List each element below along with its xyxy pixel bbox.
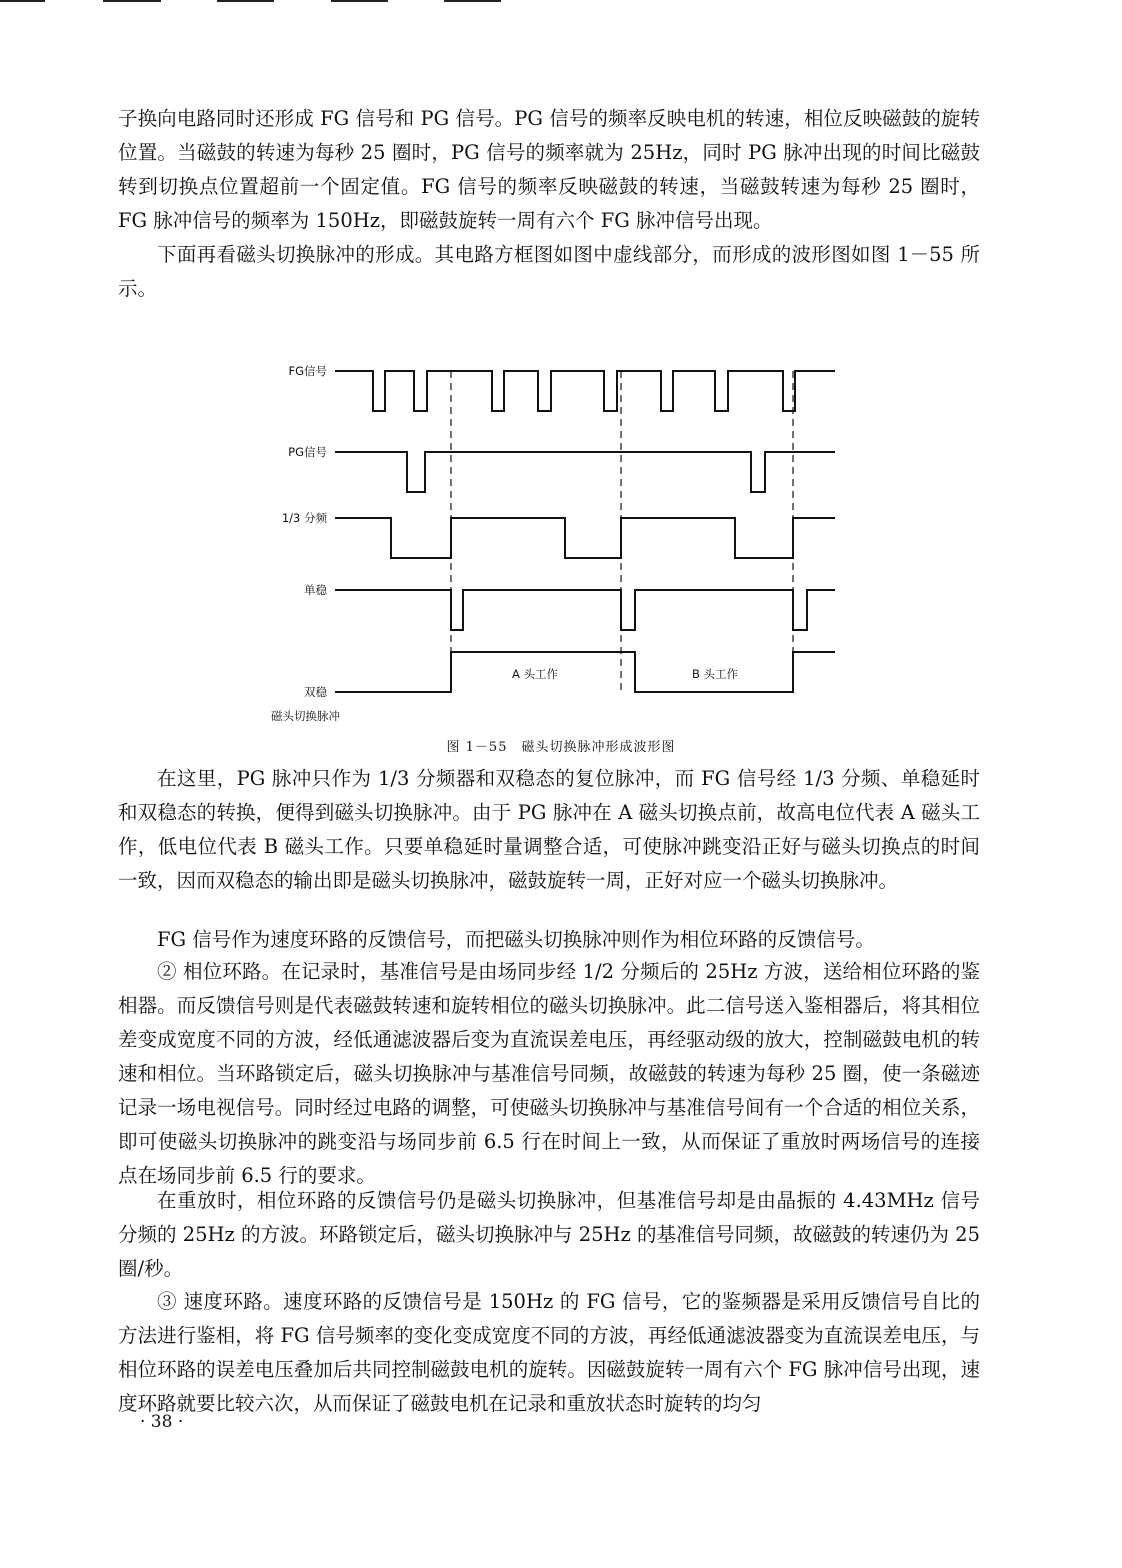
paragraph-2: 下面再看磁头切换脉冲的形成。其电路方框图如图中虚线部分，而形成的波形图如图 1－55 所示。 <box>118 243 980 300</box>
label-switch-pulse: 磁头切换脉冲 <box>271 709 340 723</box>
paragraph-5: ② 相位环路。在记录时，基准信号是由场同步经 1/2 分频后的 25Hz 方波，送给相位环路的鉴相器。而反馈信号则是代表磁鼓转速和旋转相位的磁头切换脉冲。此二信号送入鉴相器后，将其相位差变成宽度不同的方波，经低通滤波器后变为直流误差电压，再经驱动级的放大，控制磁鼓电机的转速和相位。当环路锁定后，磁头切换脉冲与基准信号同频，故磁鼓的转速为每秒 25 圈，使一条磁迹记录一场电视信号。同时经过电路的调整，可使磁头切换脉冲与基准信号间有一个合适的相位关系，即可使磁头切换脉冲的跳变沿与场同步前 6.5 行在时间上一致，从而保证了重放时两场信号的连接点在场同步前 6.5 行的要求。 <box>118 960 980 1187</box>
paragraph-7: ③ 速度环路。速度环路的反馈信号是 150Hz 的 FG 信号，它的鉴频器是采用反馈信号自比的方法进行鉴相，将 FG 信号频率的变化变成宽度不同的方波，再经低通滤波器变为直流误差电压，与相位环路的误差电压叠加后共同控制磁鼓电机的旋转。因磁鼓旋转一周有六个 FG 脉冲信号出现，速度环路就要比较六次，从而保证了磁鼓电机在记录和重放状态时旋转的均匀 <box>118 1290 980 1415</box>
figure-caption: 图 1－55 磁头切换脉冲形成波形图 <box>446 740 676 755</box>
waveform-figure <box>255 350 855 730</box>
label-b-head: B 头工作 <box>691 667 739 681</box>
fg-waveform <box>335 371 835 411</box>
paragraph-4: FG 信号作为速度环路的反馈信号，而把磁头切换脉冲则作为相位环路的反馈信号。 <box>157 928 875 951</box>
label-pg: PG信号 <box>288 445 327 459</box>
pg-waveform <box>335 452 835 492</box>
label-bistable: 双稳 <box>304 685 327 699</box>
paragraph-1: 子换向电路同时还形成 FG 信号和 PG 信号。PG 信号的频率反映电机的转速，相位反映磁鼓的旋转位置。当磁鼓的转速为每秒 25 圈时，PG 信号的频率就为 25Hz，同时 PG 脉冲出现的时间比磁鼓转到切换点位置超前一个固定值。FG 信号的频率反映磁鼓的转速，当磁鼓转速为每秒 25 圈时，FG 脉冲信号的频率为 150Hz，即磁鼓旋转一周有六个 FG 脉冲信号出现。 <box>118 107 980 232</box>
waveform-diagram <box>255 350 855 730</box>
bistable-waveform <box>335 652 835 692</box>
divider-waveform <box>335 518 835 558</box>
label-mono: 单稳 <box>304 583 327 597</box>
paragraph-6: 在重放时，相位环路的反馈信号仍是磁头切换脉冲，但基准信号却是由晶振的 4.43MHz 信号分频的 25Hz 的方波。环路锁定后，磁头切换脉冲与 25Hz 的基准信号同频，故磁鼓的转速仍为 25 圈/秒。 <box>118 1189 980 1280</box>
top-edge-marks <box>0 0 1122 4</box>
mono-waveform <box>335 590 835 630</box>
paragraph-3: 在这里，PG 脉冲只作为 1/3 分频器和双稳态的复位脉冲，而 FG 信号经 1/3 分频、单稳延时和双稳态的转换，便得到磁头切换脉冲。由于 PG 脉冲在 A 磁头切换点前，故高电位代表 A 磁头工作，低电位代表 B 磁头工作。只要单稳延时量调整合适，可使脉冲跳变沿正好与磁头切换点的时间一致，因而双稳态的输出即是磁头切换脉冲，磁鼓旋转一周，正好对应一个磁头切换脉冲。 <box>118 767 980 892</box>
label-fg: FG信号 <box>288 364 327 378</box>
label-div3: 1/3 分频 <box>281 511 327 525</box>
label-a-head: A 头工作 <box>511 667 559 681</box>
page-number: · 38 · <box>140 1412 184 1432</box>
